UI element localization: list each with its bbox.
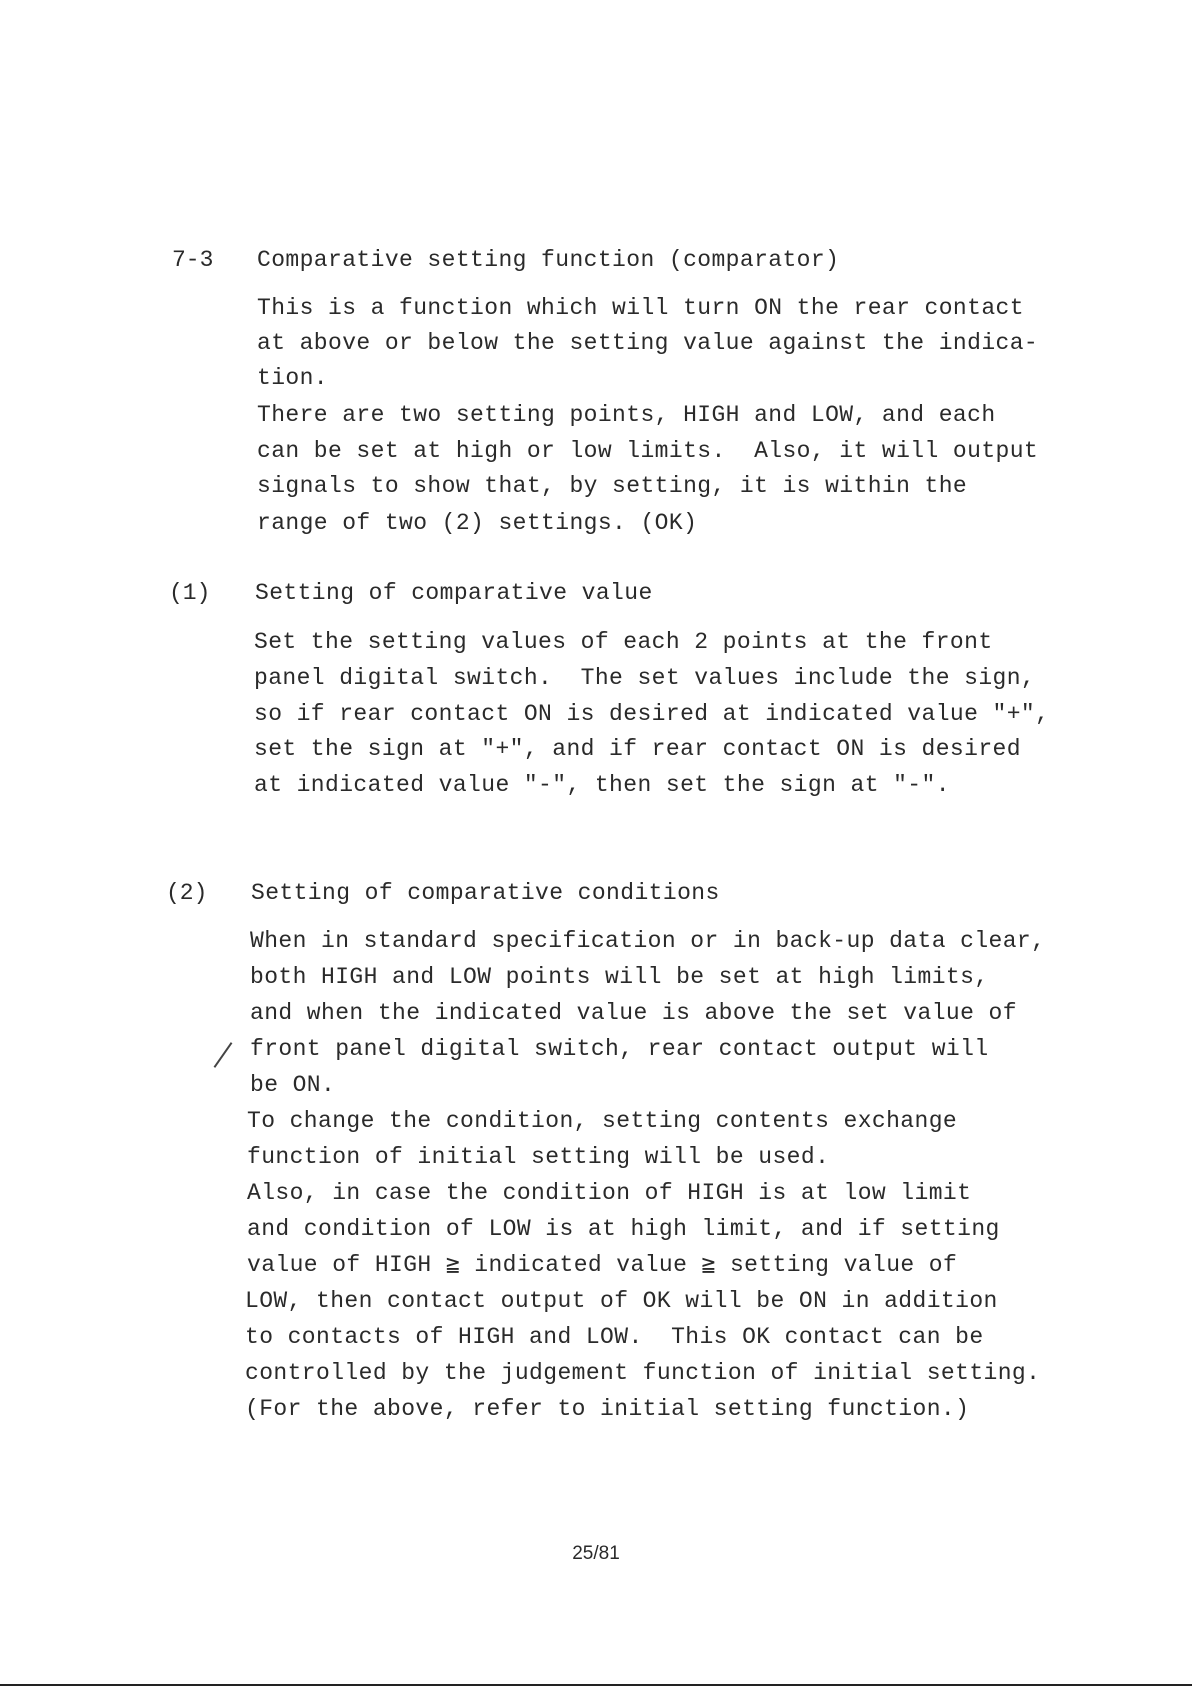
paragraph-line: set the sign at "+", and if rear contact ON is desired [254,736,1021,762]
paragraph-line: and condition of LOW is at high limit, and if setting [247,1216,1000,1242]
subsection-2-number: (2) [166,880,208,906]
paragraph-line: value of HIGH ≧ indicated value ≧ setting value of [247,1252,958,1278]
paragraph-line: panel digital switch. The set values include the sign, [254,665,1036,691]
paragraph-line: controlled by the judgement function of initial setting. [245,1360,1041,1386]
margin-annotation-mark [214,1042,233,1068]
paragraph-line: and when the indicated value is above the set value of [250,1000,1017,1026]
paragraph-line: at indicated value "-", then set the sign at "-". [254,772,950,798]
paragraph-line: This is a function which will turn ON the rear contact [257,295,1024,321]
subsection-1-title: Setting of comparative value [255,580,653,606]
paragraph-line: at above or below the setting value against the indica- [257,330,1039,356]
paragraph-line: function of initial setting will be used. [247,1144,830,1170]
section-title: Comparative setting function (comparator) [257,247,840,273]
paragraph-line: LOW, then contact output of OK will be ON in addition [245,1288,998,1314]
paragraph-line: To change the condition, setting contents exchange [247,1108,958,1134]
page-number: 25/81 [572,1543,620,1564]
paragraph-line: front panel digital switch, rear contact output will [250,1036,989,1062]
subsection-2-title: Setting of comparative conditions [251,880,720,906]
paragraph-line: Set the setting values of each 2 points at the front [254,629,993,655]
paragraph-line: to contacts of HIGH and LOW. This OK contact can be [245,1324,984,1350]
paragraph-line: can be set at high or low limits. Also, it will output [257,438,1039,464]
paragraph-line: signals to show that, by setting, it is within the [257,473,968,499]
paragraph-line: be ON. [250,1072,336,1098]
paragraph-line: tion. [257,365,329,391]
paragraph-line: both HIGH and LOW points will be set at high limits, [250,964,989,990]
paragraph-line: so if rear contact ON is desired at indicated value "+", [254,701,1050,727]
paragraph-line: (For the above, refer to initial setting function.) [245,1396,970,1422]
paragraph-line: There are two setting points, HIGH and LOW, and each [257,402,996,428]
subsection-1-number: (1) [169,580,211,606]
paragraph-line: When in standard specification or in back-up data clear, [250,928,1046,954]
section-number: 7-3 [172,247,214,273]
paragraph-line: Also, in case the condition of HIGH is at low limit [247,1180,972,1206]
paragraph-line: range of two (2) settings. (OK) [257,510,698,536]
